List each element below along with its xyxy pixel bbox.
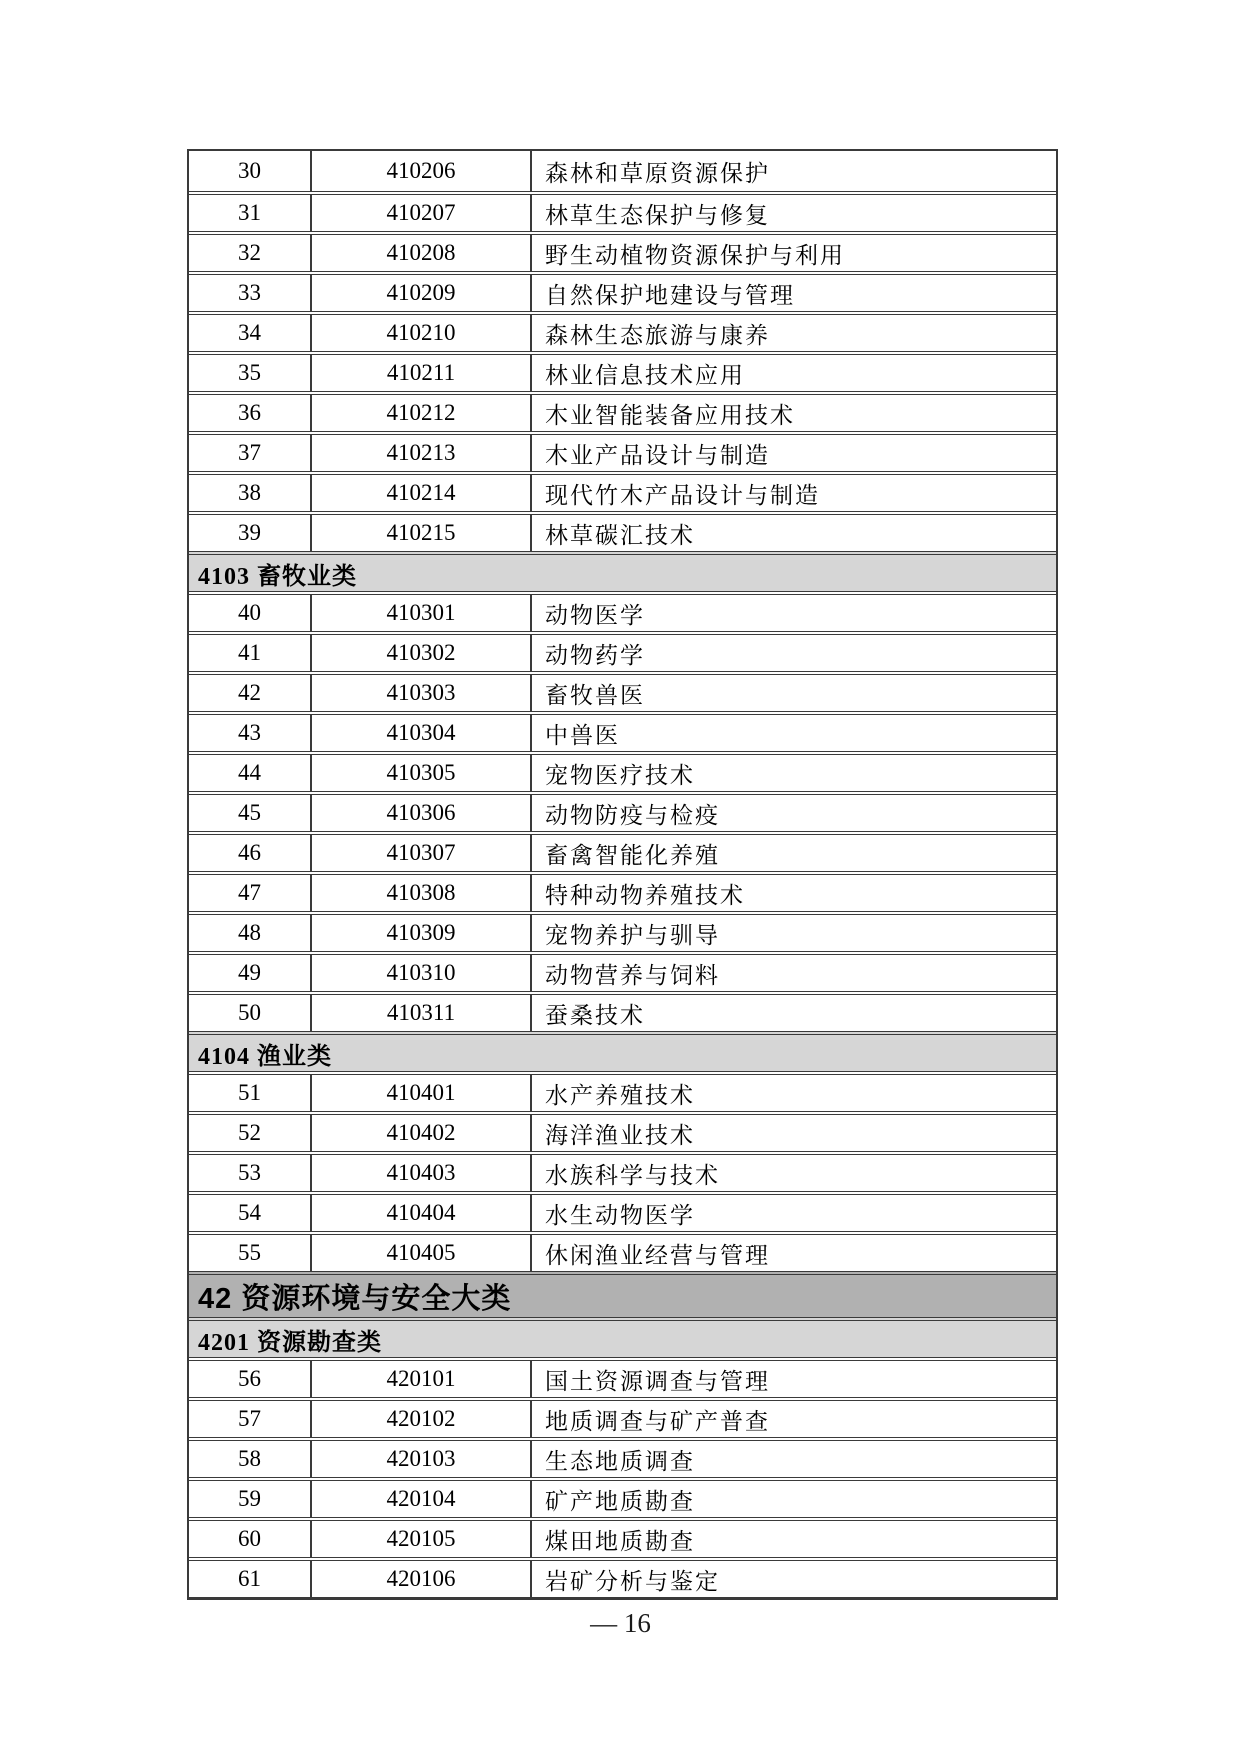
major-name-cell: 蚕桑技术 — [545, 1002, 645, 1028]
table-row — [189, 151, 1056, 191]
table-row — [189, 271, 1056, 311]
row-number-cell: 33 — [238, 280, 261, 305]
major-name-cell: 地质调查与矿产普查 — [545, 1408, 770, 1434]
major-code-cell: 410302 — [310, 635, 532, 671]
table-row — [189, 1477, 1056, 1517]
major-name-cell: 林草碳汇技术 — [545, 522, 695, 548]
row-number-cell: 44 — [238, 760, 261, 785]
major-name-cell: 特种动物养殖技术 — [545, 882, 745, 908]
row-number-cell: 45 — [238, 800, 261, 825]
major-code-cell: 410309 — [310, 915, 532, 951]
major-code-cell: 410213 — [310, 435, 532, 471]
major-code-cell: 410308 — [310, 875, 532, 911]
row-number-cell: 34 — [238, 320, 261, 345]
row-number-cell: 58 — [238, 1446, 261, 1471]
table-row — [189, 671, 1056, 711]
row-number-cell: 31 — [238, 200, 261, 225]
row-number-cell: 40 — [238, 600, 261, 625]
major-name-cell: 宠物医疗技术 — [545, 762, 695, 788]
table-row — [189, 191, 1056, 231]
table-row — [189, 471, 1056, 511]
row-number-cell: 47 — [238, 880, 261, 905]
row-number-cell: 43 — [238, 720, 261, 745]
major-code-cell: 410401 — [310, 1075, 532, 1111]
section-header-row — [189, 1271, 1056, 1317]
major-code-cell: 410208 — [310, 235, 532, 271]
table-row — [189, 711, 1056, 751]
row-number-cell: 35 — [238, 360, 261, 385]
major-code-cell: 420102 — [310, 1401, 532, 1437]
table-row — [189, 1517, 1056, 1557]
table-row — [189, 1191, 1056, 1231]
major-code-cell: 420103 — [310, 1441, 532, 1477]
row-number-cell: 39 — [238, 520, 261, 545]
section-subheader-row — [189, 551, 1056, 591]
table-row — [189, 871, 1056, 911]
major-code-cell: 420105 — [310, 1521, 532, 1557]
major-name-cell: 宠物养护与驯导 — [545, 922, 720, 948]
row-number-cell: 38 — [238, 480, 261, 505]
major-code-cell: 410215 — [310, 515, 532, 551]
row-number-cell: 53 — [238, 1160, 261, 1185]
major-name-cell: 木业智能装备应用技术 — [545, 402, 795, 428]
section-subheader-row — [189, 1317, 1056, 1357]
major-code-cell: 410311 — [310, 995, 532, 1031]
row-number-cell: 61 — [238, 1566, 261, 1591]
major-name-cell: 水生动物医学 — [545, 1202, 695, 1228]
major-code-cell: 410206 — [310, 151, 532, 191]
table-row — [189, 1071, 1056, 1111]
major-name-cell: 动物医学 — [545, 602, 645, 628]
row-number-cell: 37 — [238, 440, 261, 465]
row-number-cell: 46 — [238, 840, 261, 865]
page-number: — 16 — [590, 1608, 651, 1638]
row-number-cell: 57 — [238, 1406, 261, 1431]
major-code-cell: 410306 — [310, 795, 532, 831]
major-name-cell: 矿产地质勘查 — [545, 1488, 695, 1514]
table-row — [189, 311, 1056, 351]
table-row — [189, 1231, 1056, 1271]
row-number-cell: 59 — [238, 1486, 261, 1511]
major-name-cell: 水产养殖技术 — [545, 1082, 695, 1108]
major-name-cell: 林草生态保护与修复 — [545, 202, 770, 228]
major-name-cell: 动物营养与饲料 — [545, 962, 720, 988]
section-label: 4104 渔业类 — [198, 1043, 332, 1070]
table-row — [189, 431, 1056, 471]
table-row — [189, 631, 1056, 671]
major-code-cell: 420104 — [310, 1481, 532, 1517]
row-number-cell: 30 — [238, 158, 261, 183]
row-number-cell: 54 — [238, 1200, 261, 1225]
section-label: 42 资源环境与安全大类 — [198, 1282, 512, 1315]
row-number-cell: 56 — [238, 1366, 261, 1391]
major-name-cell: 动物防疫与检疫 — [545, 802, 720, 828]
row-number-cell: 55 — [238, 1240, 261, 1265]
table-row — [189, 591, 1056, 631]
row-number-cell: 36 — [238, 400, 261, 425]
table-row — [189, 1557, 1056, 1597]
row-number-cell: 60 — [238, 1526, 261, 1551]
table-row — [189, 791, 1056, 831]
major-code-cell: 410405 — [310, 1235, 532, 1271]
major-code-cell: 410402 — [310, 1115, 532, 1151]
table-row — [189, 391, 1056, 431]
major-code-cell: 410305 — [310, 755, 532, 791]
major-name-cell: 野生动植物资源保护与利用 — [545, 242, 845, 268]
majors-table — [187, 149, 1058, 1600]
table-row — [189, 951, 1056, 991]
major-code-cell: 410307 — [310, 835, 532, 871]
major-code-cell: 410210 — [310, 315, 532, 351]
section-subheader-row — [189, 1031, 1056, 1071]
major-name-cell: 畜禽智能化养殖 — [545, 842, 720, 868]
row-number-cell: 48 — [238, 920, 261, 945]
table-row — [189, 1111, 1056, 1151]
major-code-cell: 410303 — [310, 675, 532, 711]
section-label: 4103 畜牧业类 — [198, 563, 357, 590]
major-name-cell: 林业信息技术应用 — [545, 362, 745, 388]
major-code-cell: 410207 — [310, 195, 532, 231]
major-name-cell: 休闲渔业经营与管理 — [545, 1242, 770, 1268]
table-row — [189, 1151, 1056, 1191]
major-code-cell: 410404 — [310, 1195, 532, 1231]
major-name-cell: 现代竹木产品设计与制造 — [545, 482, 820, 508]
table-row — [189, 991, 1056, 1031]
major-code-cell: 420106 — [310, 1561, 532, 1597]
major-name-cell: 煤田地质勘查 — [545, 1528, 695, 1554]
major-code-cell: 420101 — [310, 1361, 532, 1397]
major-name-cell: 森林和草原资源保护 — [545, 160, 770, 186]
row-number-cell: 52 — [238, 1120, 261, 1145]
table-row — [189, 1397, 1056, 1437]
table-row — [189, 1357, 1056, 1397]
major-name-cell: 海洋渔业技术 — [545, 1122, 695, 1148]
table-row — [189, 351, 1056, 391]
row-number-cell: 49 — [238, 960, 261, 985]
major-code-cell: 410301 — [310, 595, 532, 631]
row-number-cell: 32 — [238, 240, 261, 265]
major-code-cell: 410403 — [310, 1155, 532, 1191]
major-name-cell: 水族科学与技术 — [545, 1162, 720, 1188]
section-label: 4201 资源勘查类 — [198, 1329, 382, 1356]
row-number-cell: 50 — [238, 1000, 261, 1025]
row-number-cell: 51 — [238, 1080, 261, 1105]
table-row — [189, 831, 1056, 871]
major-name-cell: 自然保护地建设与管理 — [545, 282, 795, 308]
major-code-cell: 410304 — [310, 715, 532, 751]
major-name-cell: 畜牧兽医 — [545, 682, 645, 708]
major-name-cell: 国土资源调查与管理 — [545, 1368, 770, 1394]
major-code-cell: 410211 — [310, 355, 532, 391]
row-number-cell: 42 — [238, 680, 261, 705]
major-code-cell: 410214 — [310, 475, 532, 511]
major-name-cell: 中兽医 — [545, 722, 620, 748]
major-code-cell: 410212 — [310, 395, 532, 431]
major-name-cell: 岩矿分析与鉴定 — [545, 1568, 720, 1594]
major-name-cell: 木业产品设计与制造 — [545, 442, 770, 468]
table-row — [189, 1437, 1056, 1477]
major-code-cell: 410310 — [310, 955, 532, 991]
table-row — [189, 511, 1056, 551]
major-name-cell: 森林生态旅游与康养 — [545, 322, 770, 348]
major-name-cell: 生态地质调查 — [545, 1448, 695, 1474]
major-name-cell: 动物药学 — [545, 642, 645, 668]
major-code-cell: 410209 — [310, 275, 532, 311]
row-number-cell: 41 — [238, 640, 261, 665]
table-row — [189, 751, 1056, 791]
table-row — [189, 231, 1056, 271]
table-row — [189, 911, 1056, 951]
